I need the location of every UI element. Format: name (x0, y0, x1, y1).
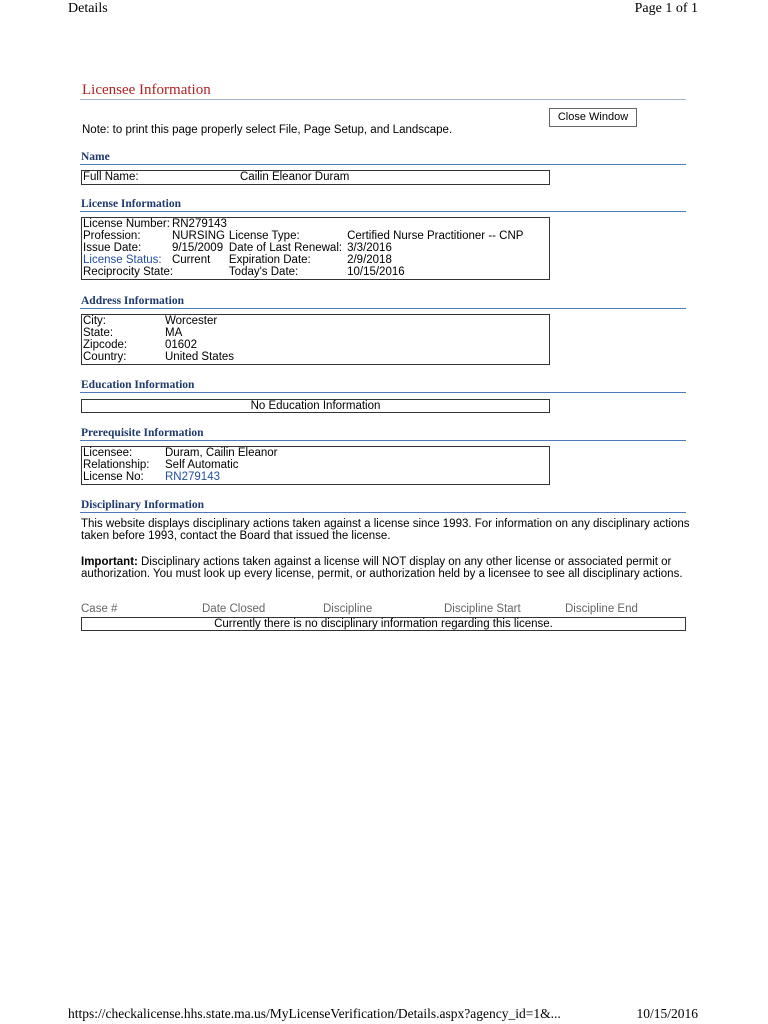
zipcode-value: 01602 (165, 339, 197, 351)
full-name-value: Cailin Eleanor Duram (240, 171, 350, 183)
todays-date-value: 10/15/2016 (347, 266, 405, 278)
license-number-value: RN279143 (171, 218, 227, 230)
disciplinary-important-note (81, 556, 691, 580)
state-label: State: (83, 327, 114, 339)
relationship-label: Relationship: (83, 459, 150, 471)
section-divider (80, 440, 686, 441)
section-divider (80, 211, 686, 212)
todays-date-label: Today's Date: (228, 266, 299, 278)
address-info-box (81, 314, 550, 365)
section-divider (80, 308, 686, 309)
issue-date-value: 9/15/2009 (171, 242, 224, 254)
column-case-number: Case # (81, 603, 118, 615)
disciplinary-description: This website displays disciplinary actions taken against a license since 1993. For information on any disciplinary actions taken before 1993, contact the Board that issued the license. (81, 518, 690, 542)
license-type-value: Certified Nurse Practitioner -- CNP (347, 230, 524, 242)
column-date-closed: Date Closed (202, 603, 266, 615)
country-label: Country: (83, 351, 127, 363)
license-no-link[interactable]: RN279143 (165, 471, 220, 483)
print-note: Note: to print this page properly select File, Page Setup, and Landscape. (82, 124, 453, 136)
column-discipline-end: Discipline End (565, 603, 638, 615)
license-status-link[interactable]: License Status: (83, 254, 162, 266)
title-divider (80, 99, 686, 100)
important-text: Disciplinary actions taken against a license will NOT display on any other license or associated permit or authorization. You must look up every license, permit, or authorization held by a licensee to see all disciplinary actions. (81, 556, 683, 580)
prereq-licensee-value: Duram, Cailin Eleanor (165, 447, 278, 459)
disciplinary-empty-message: Currently there is no disciplinary information regarding this license. (214, 618, 553, 630)
prereq-licensee-label: Licensee: (83, 447, 133, 459)
disciplinary-section-heading: Disciplinary Information (81, 499, 204, 511)
full-name-label: Full Name: (83, 171, 139, 183)
prerequisite-info-box (81, 446, 550, 485)
last-renewal-label: Date of Last Renewal: (228, 242, 343, 254)
country-value: United States (165, 351, 235, 363)
license-no-label: License No: (83, 471, 144, 483)
zipcode-label: Zipcode: (83, 339, 128, 351)
license-section-heading: License Information (81, 198, 181, 210)
issue-date-label: Issue Date: (83, 242, 142, 254)
name-box (81, 170, 550, 185)
expiration-date-value: 2/9/2018 (347, 254, 392, 266)
city-label: City: (83, 315, 106, 327)
page-title: Licensee Information (82, 82, 211, 98)
prerequisite-section-heading: Prerequisite Information (81, 427, 204, 439)
column-discipline-start: Discipline Start (444, 603, 521, 615)
license-info-box (81, 217, 550, 280)
last-renewal-value: 3/3/2016 (347, 242, 392, 254)
section-divider (80, 512, 686, 513)
reciprocity-state-label: Reciprocity State: (83, 266, 174, 278)
print-header-title: Details (68, 1, 108, 16)
address-section-heading: Address Information (81, 295, 184, 307)
print-footer-date: 10/15/2016 (636, 1006, 698, 1021)
important-label: Important: (81, 556, 138, 568)
education-section-heading: Education Information (81, 379, 195, 391)
state-value: MA (165, 327, 183, 339)
print-header-page-count: Page 1 of 1 (634, 1, 698, 16)
relationship-value: Self Automatic (165, 459, 239, 471)
section-divider (80, 164, 686, 165)
expiration-date-label: Expiration Date: (228, 254, 311, 266)
license-number-label: License Number: (83, 218, 170, 230)
disciplinary-empty-row (81, 617, 686, 631)
license-type-label: License Type: (228, 230, 300, 242)
section-divider (80, 392, 686, 393)
close-window-button[interactable]: Close Window (549, 108, 637, 127)
name-section-heading: Name (81, 151, 110, 163)
license-status-value: Current (171, 254, 211, 266)
education-box (81, 399, 550, 413)
education-empty-message: No Education Information (250, 400, 381, 412)
profession-label: Profession: (83, 230, 141, 242)
print-footer-url: https://checkalicense.hhs.state.ma.us/MyLicenseVerification/Details.aspx?agency_id=1&... (68, 1006, 561, 1021)
city-value: Worcester (165, 315, 218, 327)
column-discipline: Discipline (323, 603, 373, 615)
profession-value: NURSING (171, 230, 225, 242)
